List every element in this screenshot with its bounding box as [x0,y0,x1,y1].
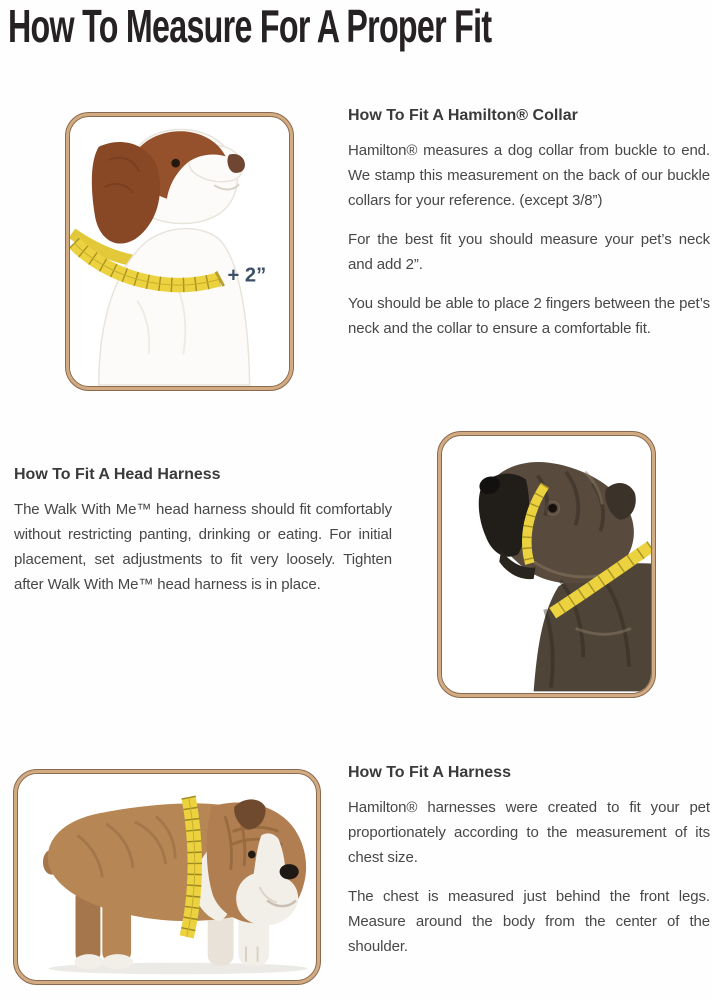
harness-instructions [348,764,710,973]
head-harness-photo-frame [437,431,656,698]
harness-photo-frame [13,769,321,985]
collar-instructions [348,107,710,355]
page-title: How To Measure For A Proper Fit [8,0,492,52]
rear-paw [75,954,104,969]
head-harness-instructions [14,466,392,611]
collar-heading: How To Fit A Hamilton® Collar [348,107,578,124]
paragraph: Hamilton® measures a dog collar from buckle to end. We stamp this measurement on the back of our buckle collars for your reference. (except 3/8”) [348,142,710,209]
paragraph: Hamilton® harnesses were created to fit your pet proportionately according to the measurement of its chest size. [348,799,710,866]
dog-nose [280,864,299,879]
head-harness-heading: How To Fit A Head Harness [14,466,221,483]
bulldog-dog-graphic [18,774,316,980]
paragraph: For the best fit you should measure your pet’s neck and add 2”. [348,231,710,273]
rear-paw [102,954,133,969]
harness-heading: How To Fit A Harness [348,764,511,781]
dog-neck-measurement-photo [69,116,290,387]
dog-chest-measurement-photo [17,773,317,981]
paragraph: You should be able to place 2 fingers between the pet’s neck and the collar to ensure a comfortable fit. [348,295,710,337]
spaniel-dog-graphic [70,117,289,386]
dog-eye [548,504,557,513]
dog-head-harness-measurement-photo [441,435,652,694]
collar-photo-frame [65,112,294,391]
mastiff-dog-graphic [442,436,651,693]
dog-eye [171,159,180,168]
paragraph: The chest is measured just behind the front legs. Measure around the body from the center of the shoulder. [348,888,710,955]
plus-two-inch-label: + 2” [227,264,267,287]
dog-eye [248,851,256,859]
paragraph: The Walk With Me™ head harness should fit comfortably without restricting panting, drinking or eating. For initial placement, set adjustments to fit very loosely. Tighten after Walk With Me™ head harness is in place. [14,501,392,593]
chest-tape-graphic [187,797,195,937]
